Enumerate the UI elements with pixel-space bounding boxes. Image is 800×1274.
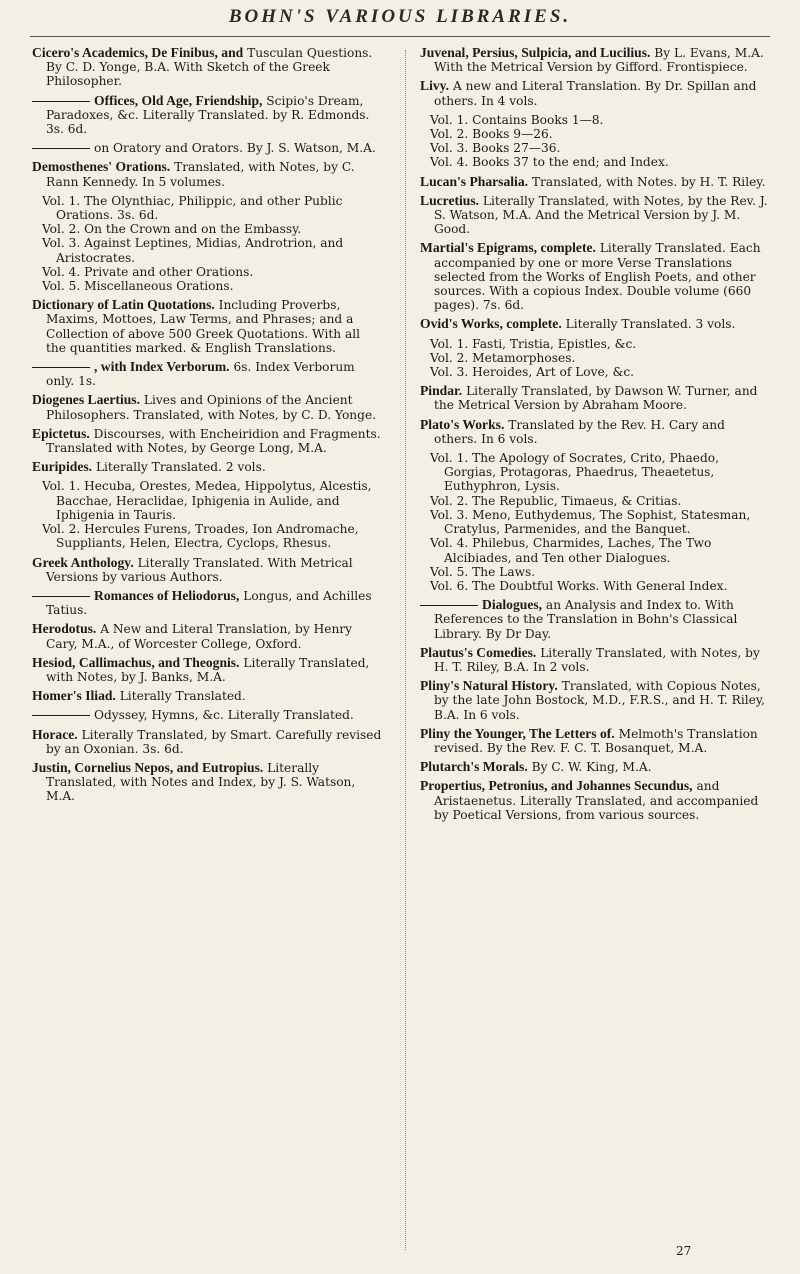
entry-heading: Diogenes Laertius. — [32, 392, 140, 408]
entry-heading: Euripides. — [32, 459, 93, 475]
catalog-entry — [32, 393, 382, 421]
entry-heading: Demosthenes' Orations. — [32, 159, 171, 175]
entry-text: Literally Translated, with Notes and Index, by J. S. Watson, M.A. — [46, 760, 356, 804]
entry-text: By C. W. King, M.A. — [531, 760, 652, 775]
catalog-entry — [420, 384, 770, 412]
entry-text: Discourses, with Encheiridion and Fragments. Translated with Notes, by George Long, M.A. — [46, 426, 381, 456]
page-number: 27 — [676, 1244, 692, 1258]
volume-line: Vol. 6. The Doubtful Works. With General Index. — [430, 578, 728, 593]
entry-heading: Hesiod, Callimachus, and Theognis. — [32, 654, 240, 670]
catalog-entry — [32, 298, 382, 355]
catalog-entry — [420, 175, 770, 189]
entry-text: Including Proverbs, Maxims, Mottoes, Law Terms, and Phrases; and a Collection of above 500 Greek Quotations. With all the quantities marked. & English Translations. — [46, 298, 361, 355]
entry-heading: Lucan's Pharsalia. — [420, 173, 529, 189]
catalog-entry — [32, 622, 382, 650]
left-column — [32, 46, 382, 809]
entry-text: By L. Evans, M.A. With the Metrical Version by Gifford. Frontispiece. — [434, 46, 764, 75]
entry-heading: Ovid's Works, complete. — [420, 316, 562, 332]
entry-text: Translated, with Notes. by H. T. Riley. — [531, 174, 766, 189]
entry-text: Melmoth's Translation revised. By the Rev. F. C. T. Bosanquet, M.A. — [434, 726, 758, 755]
entry-heading: Martial's Epigrams, complete. — [420, 240, 596, 256]
volume-line: Vol. 2. The Republic, Timaeus, & Critias. — [430, 493, 682, 508]
entry-heading: Justin, Cornelius Nepos, and Eutropius. — [32, 759, 264, 775]
catalog-entry — [32, 728, 382, 756]
catalog-entry — [32, 589, 382, 617]
entry-text: Tusculan Questions. By C. D. Yonge, B.A. With Sketch of the Greek Philosopher. — [46, 46, 373, 89]
catalog-entry — [32, 761, 382, 804]
entry-text: Translated, with Copious Notes, by the late John Bostock, M.D., F.R.S., and H. T. Riley, B.A. In 6 vols. — [434, 679, 765, 722]
entry-heading: Greek Anthology. — [32, 554, 134, 570]
catalog-entry — [420, 79, 770, 107]
ditto-dash — [32, 148, 90, 149]
header-rule — [30, 36, 770, 37]
entry-heading: Plutarch's Morals. — [420, 759, 528, 775]
entry-heading: Homer's Iliad. — [32, 688, 116, 704]
entry-heading: Romances of Heliodorus, — [94, 587, 240, 603]
entry-text: Literally Translated, with Notes, by the Rev. J. S. Watson, M.A. And the Metrical Version by J. M. Good. — [434, 193, 768, 237]
entry-text: an Analysis and Index to. With References to the Translation in Bohn's Classical Library. By Dr Day. — [434, 598, 738, 641]
volume-line: Vol. 5. The Laws. — [430, 564, 536, 579]
ditto-dash — [32, 596, 90, 597]
entry-heading: Herodotus. — [32, 621, 97, 637]
entry-heading: Plato's Works. — [420, 416, 505, 432]
entry-text: Literally Translated, with Notes, by J. Banks, M.A. — [46, 655, 370, 684]
entry-text: Literally Translated, by Smart. Carefully revised by an Oxonian. 3s. 6d. — [46, 727, 382, 756]
volume-line: Vol. 3. Heroides, Art of Love, &c. — [430, 365, 635, 380]
entry-text: on Oratory and Orators. By J. S. Watson, M.A. — [94, 141, 376, 156]
catalog-entry — [420, 760, 770, 774]
entry-heading: Epictetus. — [32, 425, 90, 441]
entry-heading: Lucretius. — [420, 192, 480, 208]
catalog-entry — [32, 160, 382, 188]
volume-line: Vol. 1. The Olynthiac, Philippic, and other Public Orations. 3s. 6d. — [42, 193, 343, 223]
entry-text: A new and Literal Translation. By Dr. Spillan and others. In 4 vols. — [434, 79, 757, 108]
entry-text: Literally Translated, with Notes, by H. T. Riley, B.A. In 2 vols. — [434, 645, 760, 674]
volume-line: Vol. 3. Meno, Euthydemus, The Sophist, Statesman, Cratylus, Parmenides, and the Banquet. — [430, 507, 751, 537]
volume-line: Vol. 1. Hecuba, Orestes, Medea, Hippolytus, Alcestis, Bacchae, Heraclidae, Iphigenia in Aulide, and Iphigenia in Tauris. — [42, 479, 372, 522]
entry-text: Literally Translated. Each accompanied by one or more Verse Translations selected from the Works of English Poets, and other sources. With a copious Index. Double volume (660 pages). 7s. 6d. — [434, 241, 761, 313]
catalog-entry — [420, 779, 770, 822]
running-title: BOHN'S VARIOUS LIBRARIES. — [228, 6, 572, 27]
entry-heading: Dialogues, — [482, 597, 543, 613]
entry-heading: , with Index Verborum. — [94, 359, 230, 375]
catalog-entry — [420, 598, 770, 641]
volume-line: Vol. 1. The Apology of Socrates, Crito, Phaedo, Gorgias, Protagoras, Phaedrus, Theaetetus, Euthyphron, Lysis. — [430, 451, 719, 494]
ditto-dash — [32, 715, 90, 716]
entry-text: Odyssey, Hymns, &c. Literally Translated. — [94, 708, 354, 723]
entry-heading: Cicero's Academics, De Finibus, and — [32, 45, 244, 60]
catalog-entry — [32, 556, 382, 584]
volume-line: Vol. 4. Books 37 to the end; and Index. — [430, 155, 669, 170]
catalog-entry — [32, 94, 382, 137]
catalog-entry — [420, 646, 770, 674]
catalog-entry — [32, 360, 382, 388]
entry-text: Literally Translated. 3 vols. — [565, 317, 736, 332]
volume-line: Vol. 2. Books 9—26. — [430, 127, 553, 142]
catalog-entry — [420, 241, 770, 312]
catalog-entry — [32, 46, 382, 89]
entry-text: Literally Translated. — [119, 689, 246, 704]
volume-line: Vol. 2. On the Crown and on the Embassy. — [42, 222, 302, 237]
volume-line: Vol. 2. Hercules Furens, Troades, Ion Andromache, Suppliants, Helen, Electra, Cyclops, Rhesus. — [42, 522, 359, 551]
entry-text: Literally Translated, by Dawson W. Turner, and the Metrical Version by Abraham Moore. — [434, 384, 758, 413]
entry-text: Scipio's Dream, Paradoxes, &c. Literally Translated. by R. Edmonds. 3s. 6d. — [46, 93, 370, 137]
volume-line: Vol. 3. Books 27—36. — [430, 141, 561, 156]
entry-heading: Horace. — [32, 726, 78, 742]
right-column — [420, 46, 770, 827]
catalog-entry — [420, 679, 770, 722]
entry-heading: Pliny's Natural History. — [420, 678, 558, 694]
catalog-entry — [32, 689, 382, 703]
entry-heading: Pliny the Younger, The Letters of. — [420, 725, 615, 741]
column-divider — [405, 50, 406, 1250]
entry-heading: Plautus's Comedies. — [420, 644, 537, 660]
catalog-entry — [32, 460, 382, 474]
volume-line: Vol. 2. Metamorphoses. — [430, 350, 576, 365]
entry-heading: Pindar. — [420, 383, 463, 399]
entry-heading: Propertius, Petronius, and Johannes Secundus, — [420, 778, 693, 794]
catalog-entry — [420, 727, 770, 755]
catalog-entry — [32, 708, 382, 722]
catalog-entry — [32, 656, 382, 684]
entry-heading: Juvenal, Persius, Sulpicia, and Lucilius. — [420, 45, 651, 60]
entry-heading: Offices, Old Age, Friendship, — [94, 92, 263, 108]
ditto-dash — [32, 367, 90, 368]
catalog-entry — [420, 46, 770, 74]
volume-line: Vol. 4. Private and other Orations. — [42, 264, 254, 279]
page-header — [0, 0, 800, 40]
entry-text: Lives and Opinions of the Ancient Philosophers. Translated, with Notes, by C. D. Yonge. — [46, 393, 377, 422]
entry-text: Literally Translated. 2 vols. — [95, 460, 266, 475]
ditto-dash — [32, 101, 90, 102]
volume-line: Vol. 3. Against Leptines, Midias, Androtrion, and Aristocrates. — [42, 236, 344, 265]
catalog-entry — [32, 141, 382, 155]
entry-text: Literally Translated. With Metrical Versions by various Authors. — [46, 555, 353, 584]
entry-text: Translated, with Notes, by C. Rann Kennedy. In 5 volumes. — [46, 160, 355, 189]
entry-heading: Dictionary of Latin Quotations. — [32, 297, 215, 313]
entry-text: 6s. Index Verborum only. 1s. — [46, 360, 355, 389]
volume-line: Vol. 4. Philebus, Charmides, Laches, The Two Alcibiades, and Ten other Dialogues. — [430, 536, 712, 565]
catalog-entry — [420, 418, 770, 446]
entry-heading: Livy. — [420, 78, 450, 94]
entry-text: Longus, and Achilles Tatius. — [46, 588, 372, 618]
entry-text: Translated by the Rev. H. Cary and others. In 6 vols. — [434, 417, 725, 446]
entry-text: A New and Literal Translation, by Henry Cary, M.A., of Worcester College, Oxford. — [46, 622, 352, 651]
entry-text: and Aristaenetus. Literally Translated, and accompanied by Poetical Versions, from various sources. — [434, 779, 759, 822]
volume-line: Vol. 5. Miscellaneous Orations. — [42, 279, 234, 294]
ditto-dash — [420, 605, 478, 606]
volume-line: Vol. 1. Contains Books 1—8. — [430, 112, 604, 127]
volume-line: Vol. 1. Fasti, Tristia, Epistles, &c. — [430, 336, 637, 351]
catalog-entry — [420, 317, 770, 331]
catalog-entry — [32, 427, 382, 455]
catalog-entry — [420, 194, 770, 237]
